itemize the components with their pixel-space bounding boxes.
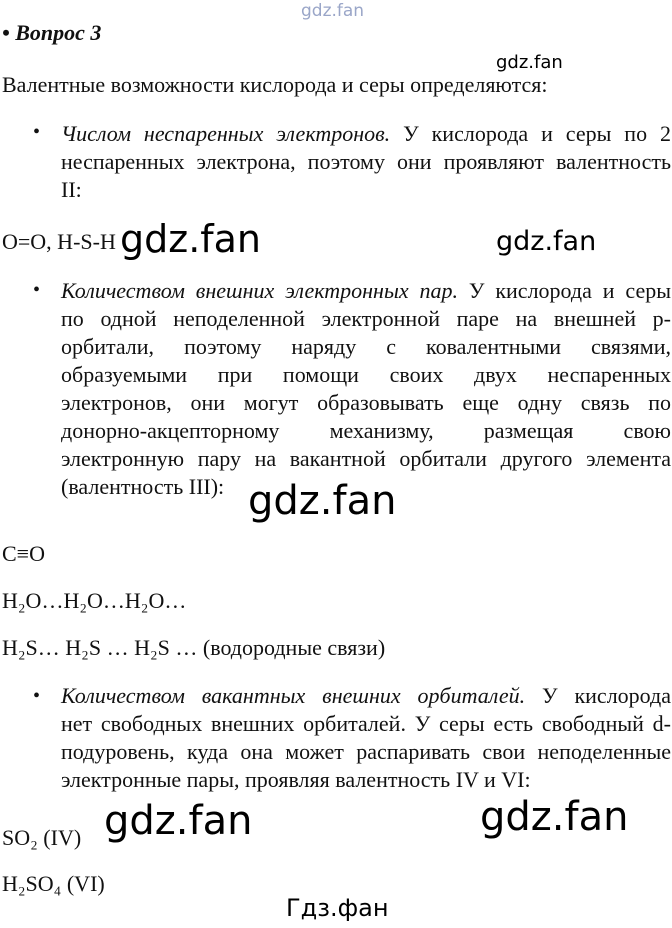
- item-2-line-6: донорно-акцепторному механизму, размещая свою: [61, 418, 671, 443]
- item-1-line-1: У кислорода и серы по 2: [403, 121, 671, 146]
- question-title: Вопрос 3: [15, 20, 102, 45]
- formula-6: H₂SO₄ (VI): [2, 871, 105, 896]
- item-2-line-3: орбитали, поэтому наряду с ковалентными связями,: [61, 334, 671, 359]
- item-2-line-8: (валентность III):: [61, 474, 225, 499]
- bullet-2: •: [33, 279, 41, 301]
- question-header: [2, 20, 101, 46]
- bullet-1: •: [33, 121, 41, 143]
- formula-1: O=O, H-S-H: [2, 229, 116, 254]
- item-3: [61, 682, 671, 794]
- item-2: [61, 277, 671, 501]
- watermark-lower-left: gdz.fan: [104, 798, 253, 844]
- watermark-lower-right: gdz.fan: [480, 794, 629, 840]
- item-3-lead: Количеством вакантных внешних орбиталей.: [61, 683, 526, 708]
- watermark-mid-right: gdz.fan: [496, 226, 597, 257]
- item-2-line-1: У кислорода и серы: [468, 278, 671, 303]
- item-2-lead: Количеством внешних электронных пар.: [61, 278, 458, 303]
- item-3-line-4: электронные пары, проявляя валентность IV и VI:: [61, 767, 531, 792]
- item-1-line-2: неспаренных электрона, поэтому они проявляют валентность: [61, 149, 671, 174]
- watermark-top: gdz.fan: [301, 1, 365, 21]
- item-1-lead: Числом неспаренных электронов.: [61, 121, 391, 146]
- item-2-line-2: по одной неподеленной электронной паре на внешней p-: [61, 306, 671, 331]
- formula-4: H₂S… H₂S … H₂S … (водородные связи): [2, 635, 386, 660]
- item-1: [61, 120, 671, 204]
- intro-text: Валентные возможности кислорода и серы определяются:: [2, 72, 548, 97]
- item-3-line-3: подуровень, куда она может распаривать свои неподеленные: [61, 739, 671, 764]
- watermark-center: gdz.fan: [248, 478, 397, 524]
- item-2-line-7: электронную пару на вакантной орбитали другого элемента: [61, 446, 671, 471]
- question-bullet: •: [2, 20, 10, 45]
- watermark-footer: Гдз.фан: [286, 894, 389, 922]
- formula-5: SO₂ (IV): [2, 825, 82, 850]
- bullet-3: •: [33, 685, 41, 707]
- item-3-line-2: нет свободных внешних орбиталей. У серы есть свободный d-: [61, 711, 671, 736]
- watermark-mid-left: gdz.fan: [120, 217, 262, 261]
- item-2-line-5: электронов, они могут образовывать еще одну связь по: [61, 390, 671, 415]
- watermark-upper-right: gdz.fan: [496, 52, 563, 73]
- item-1-line-3: II:: [61, 177, 82, 202]
- item-3-line-1: У кислорода: [542, 683, 671, 708]
- formula-3: H₂O…H₂O…H₂O…: [2, 588, 187, 613]
- item-2-line-4: образуемыми при помощи своих двух неспаренных: [61, 362, 671, 387]
- formula-2: C≡O: [2, 541, 45, 566]
